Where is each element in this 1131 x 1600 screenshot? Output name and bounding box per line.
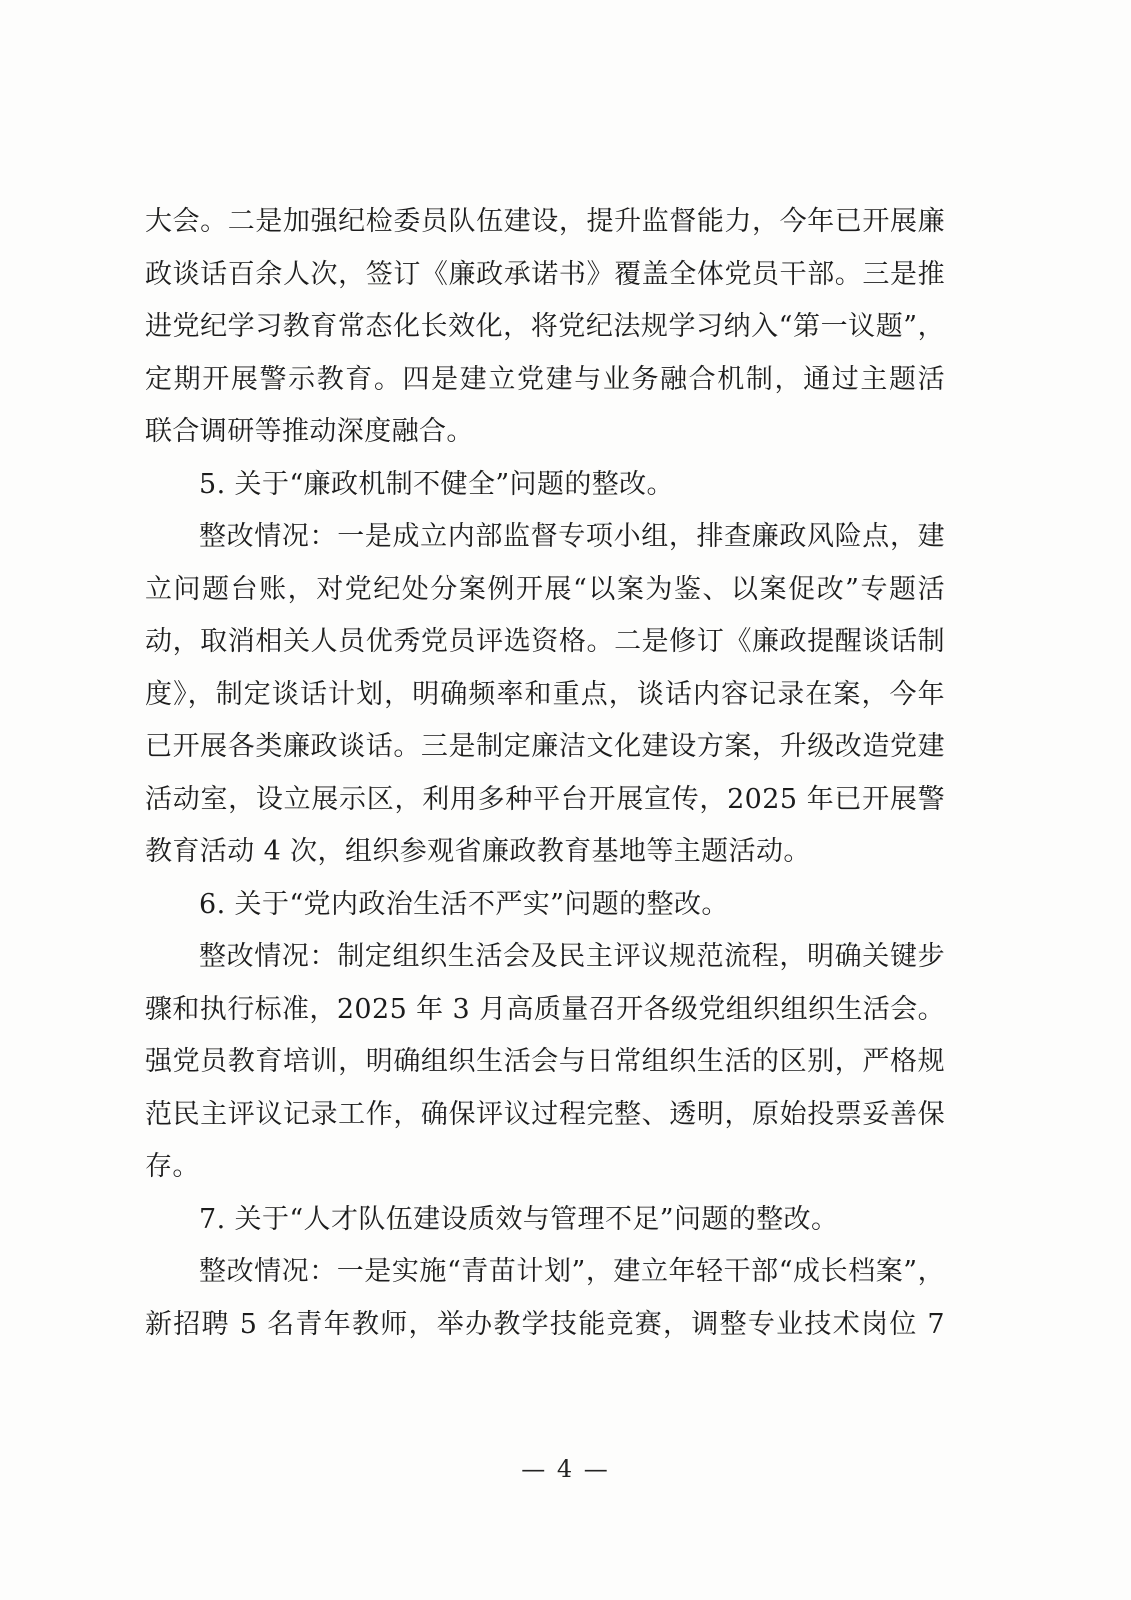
text-line: 5. 关于“廉政机制不健全”问题的整改。 xyxy=(199,468,674,500)
text-line: 6. 关于“党内政治生活不严实”问题的整改。 xyxy=(199,888,729,920)
text-line: 教育活动 4 次，组织参观省廉政教育基地等主题活动。 xyxy=(145,836,811,867)
text-line: 范民主评议记录工作，确保评议过程完整、透明，原始投票妥善保 xyxy=(145,1098,945,1130)
document-body xyxy=(145,196,945,1351)
page-number: — 4 — xyxy=(521,1455,610,1483)
text-line: 整改情况：制定组织生活会及民主评议规范流程，明确关键步 xyxy=(199,941,945,972)
text-line: 骤和执行标准，2025 年 3 月高质量召开各级党组织组织生活会。 xyxy=(145,993,945,1025)
text-line: 动，取消相关人员优秀党员评选资格。二是修订《廉政提醒谈话制 xyxy=(145,626,945,657)
text-line: 政谈话百余人次，签订《廉政承诺书》覆盖全体党员干部。三是推 xyxy=(145,258,945,290)
text-line: 进党纪学习教育常态化长效化，将党纪法规学习纳入“第一议题”， xyxy=(145,311,945,342)
text-line: 度》，制定谈话计划，明确频率和重点，谈话内容记录在案，今年 xyxy=(145,678,945,710)
text-line: 新招聘 5 名青年教师，举办教学技能竞赛，调整专业技术岗位 7 xyxy=(145,1308,945,1340)
text-line: 7. 关于“人才队伍建设质效与管理不足”问题的整改。 xyxy=(199,1203,839,1235)
text-line: 立问题台账，对党纪处分案例开展“以案为鉴、以案促改”专题活 xyxy=(145,573,945,605)
text-line: 活动室，设立展示区，利用多种平台开展宣传，2025 年已开展警 xyxy=(145,783,945,815)
text-line: 强党员教育培训，明确组织生活会与日常组织生活的区别，严格规 xyxy=(145,1046,945,1077)
text-line: 联合调研等推动深度融合。 xyxy=(145,416,474,447)
text-line: 定期开展警示教育。四是建立党建与业务融合机制，通过主题活 xyxy=(145,363,945,395)
text-line: 大会。二是加强纪检委员队伍建设，提升监督能力，今年已开展廉 xyxy=(145,206,945,237)
text-line: 已开展各类廉政谈话。三是制定廉洁文化建设方案，升级改造党建 xyxy=(145,731,945,762)
text-line: 整改情况：一是成立内部监督专项小组，排查廉政风险点，建 xyxy=(199,521,945,552)
text-line: 整改情况：一是实施“青苗计划”，建立年轻干部“成长档案”， xyxy=(199,1256,945,1287)
text-line: 存。 xyxy=(145,1151,200,1182)
